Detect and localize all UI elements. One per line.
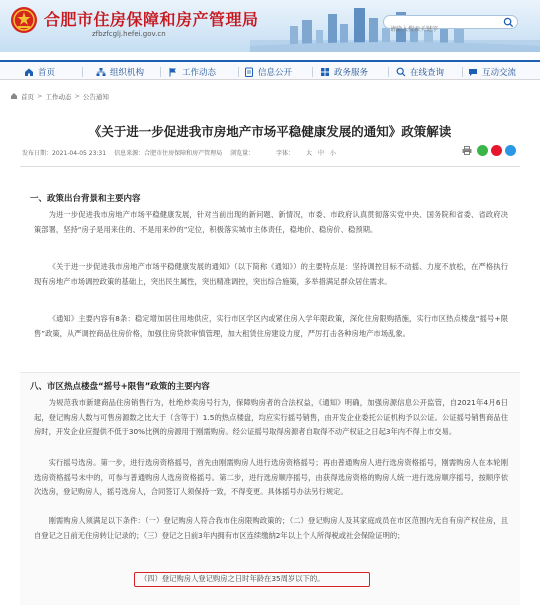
search-box <box>383 15 518 29</box>
breadcrumb-home[interactable]: 首页 <box>21 92 34 101</box>
nav-item-interaction[interactable] <box>468 65 516 79</box>
flag-icon <box>168 67 178 77</box>
font-size-control <box>276 148 338 157</box>
paragraph: 为规范我市新建商品住房销售行为，杜绝炒卖房号行为，保障购房者的合法权益，《通知》明确，加强房源信息公开监管，自2021年4月6日起，登记购房人数与可售房源数之比大于（含等于）1.5的热点楼盘，均应实行摇号销售，由开发企业委托公证机构予以公证。公证摇号销售商品住房时，开发企业应提供不低于30%比例的房源用于刚需购房。经公证摇号取得房源者自取得不动产权证之日起3年内不得上市交易。 <box>34 398 508 437</box>
highlighted-paragraph: （四）登记购房人登记购房之日时年龄在35周岁以下的。 <box>140 574 325 583</box>
nav-separator <box>160 67 161 77</box>
font-size-medium[interactable]: 中 <box>317 149 324 157</box>
article-meta <box>22 144 500 160</box>
share-icons <box>474 145 516 156</box>
divider <box>20 166 520 167</box>
section-heading: 一、政策出台背景和主要内容 <box>30 194 141 204</box>
breadcrumb-announcements[interactable]: 公告通知 <box>82 92 109 101</box>
nav-item-label: 信息公开 <box>258 68 293 78</box>
publish-time: 发布日期：2021-04-05 23:31 <box>22 149 107 157</box>
chat-icon <box>468 67 478 77</box>
search-icon <box>396 67 406 77</box>
nav-item-label: 组织机构 <box>110 68 145 78</box>
nav-item-info-disclosure[interactable] <box>244 65 292 79</box>
breadcrumb-separator: > <box>37 92 43 100</box>
doc-icon <box>244 67 254 77</box>
nav-separator <box>388 67 389 77</box>
font-size-label: 字体： <box>276 149 295 157</box>
home-icon <box>24 67 34 77</box>
paragraph: 《关于进一步促进我市房地产市场平稳健康发展的通知》（以下简称《通知》）的主要特点是：坚持调控目标不动摇、力度不放松，在严格执行现有房地产市场调控政策的基础上，突出民生属性，突出精准调控，突出综合施策，多举措满足群众居住需求。 <box>34 262 508 286</box>
nav-separator <box>82 67 83 77</box>
site-title[interactable]: 合肥市住房保障和房产管理局 <box>44 10 259 29</box>
national-emblem-icon <box>10 6 38 34</box>
article-source: 信息来源：合肥市住房保障和房产管理局 <box>114 149 223 157</box>
breadcrumb <box>10 91 109 101</box>
search-input[interactable] <box>384 24 496 36</box>
grid-icon <box>320 67 330 77</box>
org-icon <box>96 67 106 77</box>
nav-item-label: 互动交流 <box>482 68 517 78</box>
print-icon[interactable] <box>462 146 472 155</box>
wechat-share-icon[interactable] <box>477 145 488 156</box>
weibo-share-icon[interactable] <box>491 145 502 156</box>
paragraph: 《通知》主要内容有8条：稳定增加居住用地供应，实行市区学区内或紧住房入学年限政策，深化住房限购措施，实行市区热点楼盘“摇号+限售”政策，从严调控商品住房价格，加强住房贷款审慎管理，加大租赁住房建设力度，严厉打击各种房地产市场乱象。 <box>34 314 508 338</box>
nav-item-label: 首页 <box>38 68 56 78</box>
site-domain: zfbzfcglj.hefei.gov.cn <box>92 30 166 38</box>
nav-separator <box>312 67 313 77</box>
paragraph: 为进一步促进我市房地产市场平稳健康发展，针对当前出现的新问题、新情况，市委、市政府认真贯彻落实党中央、国务院和省委、省政府决策部署，坚持“房子是用来住的、不是用来炒的”定位，积极落实城市主体责任，稳地价、稳房价、稳预期。 <box>34 210 508 234</box>
nav-separator <box>462 67 463 77</box>
search-icon[interactable] <box>503 17 514 28</box>
highlight-box <box>134 572 370 587</box>
article-title: 《关于进一步促进我市房地产市场平稳健康发展的通知》政策解读 <box>88 124 452 139</box>
nav-item-work-news[interactable] <box>168 65 216 79</box>
view-count: 浏览量： <box>230 149 255 157</box>
paragraph: 刚需购房人须满足以下条件：（一）登记购房人符合我市住房限购政策的；（二）登记购房人及其家庭成员在市区范围内无自有房产权住房，且自登记之日前无住房转让记录的；（三）登记之日前3年内拥有市区连续缴纳2年以上个人所得税或社会保险证明的； <box>34 516 508 540</box>
paragraph: 实行摇号选房。第一步，进行选房资格摇号，首先由刚需购房人进行选房资格摇号；再由普通购房人进行选房资格摇号，刚需购房人在本轮刚选房资格摇号未中的，可参与普通购房人选房资格摇号。第二步，进行选房顺序摇号，由获得选房资格的购房人统一进行选房顺序摇号，按顺序依次选房，登记购房人，摇号选房人，合同签订人须保持一致，不得变更。具体摇号办法另行规定。 <box>34 458 508 497</box>
qq-share-icon[interactable] <box>505 145 516 156</box>
breadcrumb-work-news[interactable]: 工作动态 <box>45 92 72 101</box>
nav-item-label: 政务服务 <box>334 68 369 78</box>
section-heading: 八、市区热点楼盘“摇号+限售”政策的主要内容 <box>30 382 210 392</box>
nav-item-online-query[interactable] <box>396 65 444 79</box>
nav-item-label: 在线查询 <box>410 68 445 78</box>
nav-separator <box>238 67 239 77</box>
location-icon <box>10 92 18 100</box>
nav-item-label: 工作动态 <box>182 68 217 78</box>
nav-item-organization[interactable] <box>96 65 144 79</box>
site-header <box>0 0 540 52</box>
font-size-large[interactable]: 大 <box>306 149 313 157</box>
nav-item-gov-service[interactable] <box>320 65 368 79</box>
main-nav <box>0 60 540 80</box>
breadcrumb-separator: > <box>74 92 80 100</box>
font-size-small[interactable]: 小 <box>329 149 336 157</box>
nav-item-home[interactable] <box>24 65 55 79</box>
